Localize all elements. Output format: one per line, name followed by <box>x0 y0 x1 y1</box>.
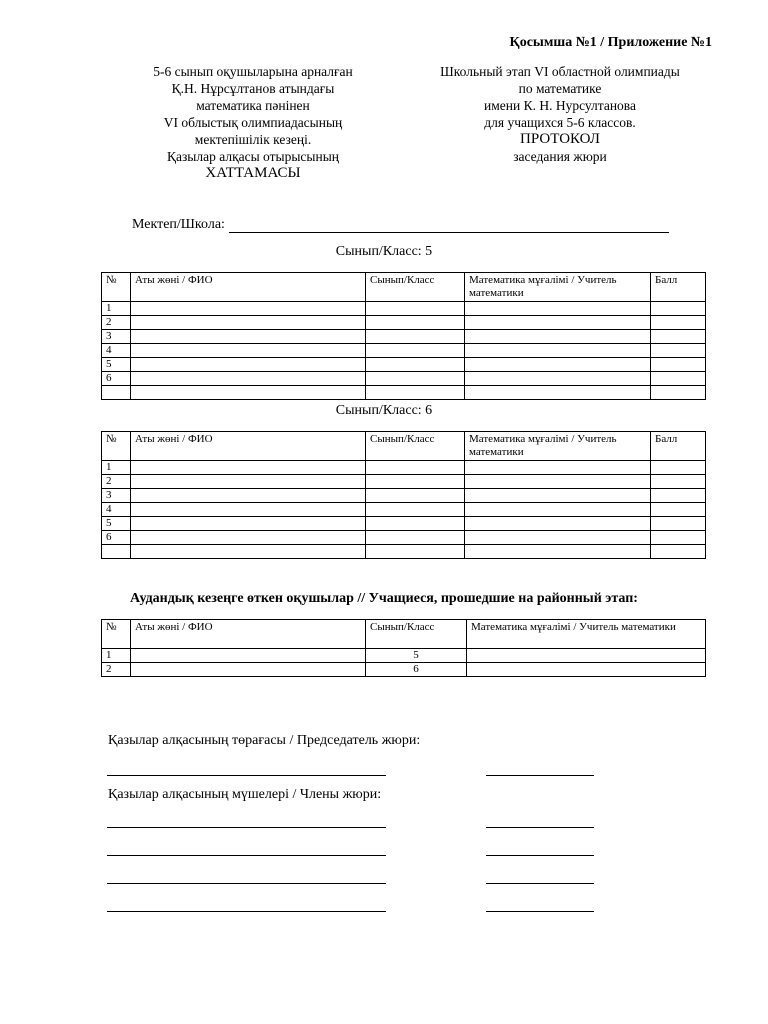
table-row <box>102 386 706 400</box>
header-class: Сынып/Класс <box>366 620 467 649</box>
cell-number <box>102 545 131 559</box>
header-ru-line: Школьный этап VI областной олимпиады <box>440 64 680 79</box>
cell-teacher[interactable] <box>465 545 651 559</box>
header-russian <box>412 63 708 165</box>
table-row <box>102 489 706 503</box>
header-ru-protocol: ПРОТОКОЛ <box>520 131 600 147</box>
table-row <box>102 330 706 344</box>
cell-name[interactable] <box>131 316 366 330</box>
cell-name[interactable] <box>131 649 366 663</box>
member-signature-line[interactable] <box>486 827 594 828</box>
cell-name[interactable] <box>131 372 366 386</box>
header-number: № <box>102 432 131 461</box>
cell-number: 4 <box>102 503 131 517</box>
cell-teacher[interactable] <box>465 531 651 545</box>
class-6-caption: Сынып/Класс: 6 <box>335 403 433 418</box>
cell-class[interactable] <box>366 531 465 545</box>
cell-score[interactable] <box>651 475 706 489</box>
cell-name[interactable] <box>131 517 366 531</box>
table-row <box>102 649 706 663</box>
class-5-table <box>101 272 706 400</box>
cell-name[interactable] <box>131 663 366 677</box>
cell-number: 5 <box>102 517 131 531</box>
jury-chair-label: Қазылар алқасының төрағасы / Председатель жюри: <box>108 733 421 748</box>
cell-teacher[interactable] <box>467 649 706 663</box>
cell-number: 3 <box>102 330 131 344</box>
cell-name[interactable] <box>131 531 366 545</box>
header-ru-line: заседания жюри <box>513 149 607 164</box>
school-label: Мектеп/Школа: <box>132 217 225 232</box>
cell-score[interactable] <box>651 358 706 372</box>
district-stage-table <box>101 619 706 677</box>
cell-number: 5 <box>102 358 131 372</box>
member-name-line[interactable] <box>107 855 386 856</box>
cell-score[interactable] <box>651 330 706 344</box>
cell-number: 6 <box>102 531 131 545</box>
cell-class[interactable] <box>366 503 465 517</box>
member-name-line[interactable] <box>107 827 386 828</box>
member-signature-line[interactable] <box>486 911 594 912</box>
cell-class[interactable]: 5 <box>366 649 467 663</box>
cell-name[interactable] <box>131 344 366 358</box>
cell-number: 2 <box>102 475 131 489</box>
cell-score[interactable] <box>651 531 706 545</box>
cell-class[interactable]: 6 <box>366 663 467 677</box>
cell-number: 2 <box>102 316 131 330</box>
header-ru-line: по математике <box>518 81 602 96</box>
cell-teacher[interactable] <box>465 461 651 475</box>
cell-score[interactable] <box>651 344 706 358</box>
cell-class[interactable] <box>366 489 465 503</box>
cell-score[interactable] <box>651 461 706 475</box>
table-row <box>102 475 706 489</box>
header-teacher: Математика мұғалімі / Учитель математики <box>465 432 651 461</box>
cell-score[interactable] <box>651 503 706 517</box>
member-signature-line[interactable] <box>486 855 594 856</box>
cell-score[interactable] <box>651 489 706 503</box>
cell-score[interactable] <box>651 372 706 386</box>
header-number: № <box>102 273 131 302</box>
cell-number: 2 <box>102 663 131 677</box>
cell-teacher[interactable] <box>465 330 651 344</box>
cell-score[interactable] <box>651 316 706 330</box>
cell-teacher[interactable] <box>465 316 651 330</box>
table-row <box>102 503 706 517</box>
cell-teacher[interactable] <box>465 386 651 400</box>
table-header-row <box>102 273 706 302</box>
cell-name[interactable] <box>131 386 366 400</box>
table-row <box>102 358 706 372</box>
header-kazakh <box>118 63 388 182</box>
class-5-caption: Сынып/Класс: 5 <box>335 244 433 259</box>
cell-teacher[interactable] <box>467 663 706 677</box>
cell-class[interactable] <box>366 372 465 386</box>
table-header-row <box>102 620 706 649</box>
header-class: Сынып/Класс <box>366 432 465 461</box>
table-row <box>102 302 706 316</box>
cell-teacher[interactable] <box>465 302 651 316</box>
header-kz-line: Қ.Н. Нұрсұлтанов атындағы <box>171 81 335 96</box>
class-6-table <box>101 431 706 559</box>
appendix-label: Қосымша №1 / Приложение №1 <box>509 35 712 50</box>
cell-name[interactable] <box>131 330 366 344</box>
header-kz-line: VI облыстық олимпиадасының <box>163 115 343 130</box>
header-kz-line: математика пәнінен <box>196 98 310 113</box>
cell-class[interactable] <box>366 517 465 531</box>
table-row <box>102 372 706 386</box>
cell-class[interactable] <box>366 358 465 372</box>
cell-class[interactable] <box>366 344 465 358</box>
table-row <box>102 545 706 559</box>
cell-class[interactable] <box>366 545 465 559</box>
member-signature-line[interactable] <box>486 883 594 884</box>
cell-class[interactable] <box>366 461 465 475</box>
cell-teacher[interactable] <box>465 358 651 372</box>
cell-teacher[interactable] <box>465 489 651 503</box>
header-class: Сынып/Класс <box>366 273 465 302</box>
cell-number: 4 <box>102 344 131 358</box>
cell-name[interactable] <box>131 358 366 372</box>
cell-number: 1 <box>102 649 131 663</box>
cell-number <box>102 386 131 400</box>
cell-class[interactable] <box>366 386 465 400</box>
header-kz-line: 5-6 сынып оқушыларына арналған <box>153 64 353 79</box>
table-row <box>102 316 706 330</box>
header-name: Аты жөні / ФИО <box>131 273 366 302</box>
table-header-row <box>102 432 706 461</box>
cell-class[interactable] <box>366 475 465 489</box>
chair-signature-line[interactable] <box>486 775 594 776</box>
chair-name-line[interactable] <box>107 775 386 776</box>
table-row <box>102 517 706 531</box>
table-row <box>102 344 706 358</box>
jury-members-label: Қазылар алқасының мүшелері / Члены жюри: <box>108 787 382 802</box>
member-name-line[interactable] <box>107 883 386 884</box>
cell-name[interactable] <box>131 489 366 503</box>
school-input-line[interactable] <box>229 218 669 233</box>
cell-score[interactable] <box>651 517 706 531</box>
school-field <box>132 217 669 233</box>
cell-score[interactable] <box>651 545 706 559</box>
cell-name[interactable] <box>131 302 366 316</box>
cell-number: 6 <box>102 372 131 386</box>
header-name: Аты жөні / ФИО <box>131 432 366 461</box>
header-name: Аты жөні / ФИО <box>131 620 366 649</box>
table-row <box>102 461 706 475</box>
header-ru-line: для учащихся 5-6 классов. <box>484 115 636 130</box>
header-kz-line: мектепішілік кезеңі. <box>194 132 312 147</box>
cell-teacher[interactable] <box>465 475 651 489</box>
cell-number: 1 <box>102 461 131 475</box>
cell-name[interactable] <box>131 461 366 475</box>
table-row <box>102 531 706 545</box>
header-score: Балл <box>651 432 706 461</box>
cell-number: 1 <box>102 302 131 316</box>
header-ru-line: имени К. Н. Нурсултанова <box>483 98 636 113</box>
cell-name[interactable] <box>131 503 366 517</box>
cell-number: 3 <box>102 489 131 503</box>
header-kz-line: Қазылар алқасы отырысының <box>166 149 340 164</box>
cell-teacher[interactable] <box>465 372 651 386</box>
cell-teacher[interactable] <box>465 517 651 531</box>
cell-class[interactable] <box>366 316 465 330</box>
cell-class[interactable] <box>366 330 465 344</box>
cell-class[interactable] <box>366 302 465 316</box>
cell-teacher[interactable] <box>465 344 651 358</box>
cell-teacher[interactable] <box>465 503 651 517</box>
header-number: № <box>102 620 131 649</box>
member-name-line[interactable] <box>107 911 386 912</box>
cell-name[interactable] <box>131 545 366 559</box>
header-score: Балл <box>651 273 706 302</box>
cell-name[interactable] <box>131 475 366 489</box>
header-teacher: Математика мұғалімі / Учитель математики <box>467 620 706 649</box>
district-stage-title: Аудандық кезеңге өткен оқушылар // Учащиеся, прошедшие на районный этап: <box>130 591 638 606</box>
table-row <box>102 663 706 677</box>
header-kz-protocol: ХАТТАМАСЫ <box>205 165 301 181</box>
header-teacher: Математика мұғалімі / Учитель математики <box>465 273 651 302</box>
cell-score[interactable] <box>651 302 706 316</box>
cell-score[interactable] <box>651 386 706 400</box>
